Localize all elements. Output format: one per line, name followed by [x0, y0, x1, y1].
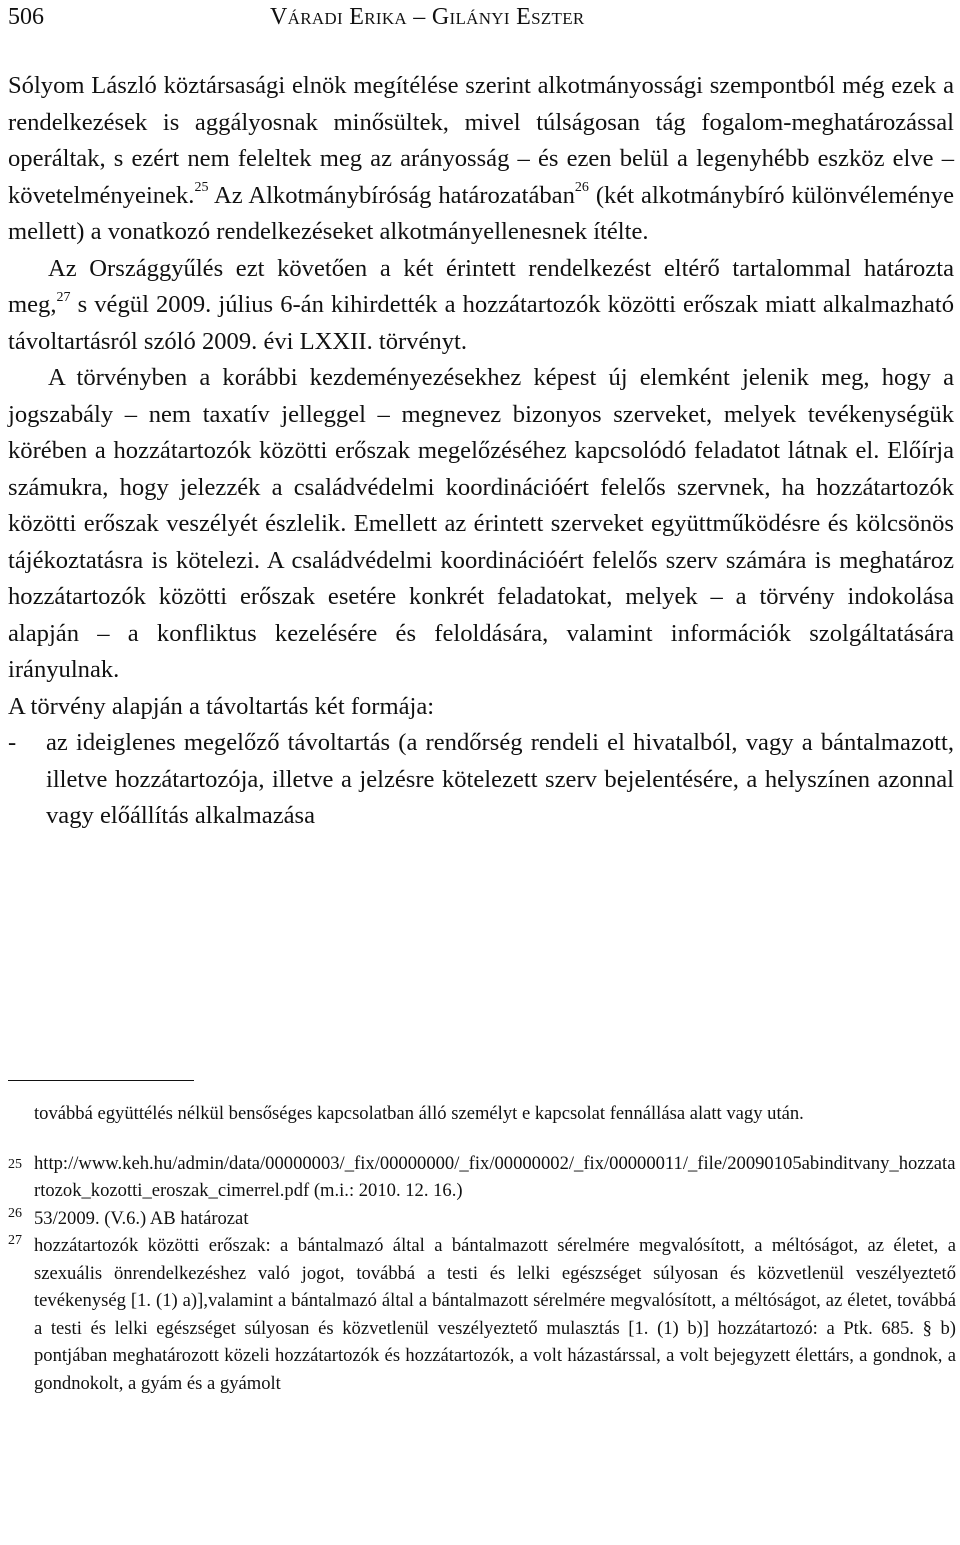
footnote-25-continuation: továbbá együttélés nélkül bensőséges kapcsolatban álló személyt e kapcsolat fennállása alatt vagy után. — [34, 1103, 804, 1124]
footnote-25-link[interactable]: http://www.keh.hu/admin/data/00000003/_fix/00000000/_fix/00000002/_fix/00000011/_file/20090105abinditvany_hozzatartozok_kozotti_eroszak_cimerrel.pdf (m.i.: 2010. 12. 16.) — [34, 1152, 956, 1201]
paragraph-2-text-b: s végül 2009. július 6-án kihirdették a hozzátartozók közötti erőszak miatt alkalmazható távoltartásról szóló 2009. évi LXXII. törvényt. — [8, 291, 954, 355]
body-text — [8, 68, 954, 835]
footnote-26 — [8, 1205, 956, 1233]
list-dash: - — [8, 729, 17, 756]
paragraph-3: A törvényben a korábbi kezdeményezésekhez képest új elemként jelenik meg, hogy a jogszabály – nem taxatív jelleggel – megnevez bizonyos szerveket, melyek tevékenységük körében a hozzátartozók közötti erőszak megelőzéséhez kapcsolódó feladatot látnak el. Előírja számukra, hogy jelezzék a családvédelmi koordinációért felelős szervnek, ha hozzátartozók közötti erőszak veszélyét észlelik. Emellett az érintett szerveket együttműködésre és kölcsönös tájékoztatásra is kötelezi. A családvédelmi koordinációért felelős szerv számára is meghatároz hozzátartozók közötti erőszak esetére konkrét feladatokat, melyek – a törvény indokolása alapján – a konfliktus kezelésére és feloldására, valamint információk szolgáltatására irányulnak. — [8, 364, 954, 683]
footnote-25-number: 25 — [8, 1157, 22, 1172]
footnote-26-text: 53/2009. (V.6.) AB határozat — [34, 1207, 249, 1229]
page-number: 506 — [8, 4, 44, 30]
footnote-ref-25[interactable]: 25 — [194, 180, 209, 196]
footnote-ref-27[interactable]: 27 — [56, 289, 71, 305]
footnote-25 — [8, 1100, 956, 1205]
footnote-27-text: hozzátartozók közötti erőszak: a bántalmazó által a bántalmazott sérelmére megvalósított, a méltóságot, az életet, a szexuális önrendelkezéshez való jogot, továbbá a testi és lelki egészséget súlyosan és közvetlenül veszélyeztető tevékenység [1. (1) a)],valamint a bántalmazó által a bántalmazott sérelmére megvalósított, a méltóságot, az életet, továbbá a testi és lelki egészséget súlyosan és közvetlenül veszélyeztető mulasztás [1. (1) b)] hozzátartozó: a Ptk. 685. § b) pontjában meghatározott közeli hozzátartozók és hozzátartozók, a volt házastárssal, a volt bejegyzett élettárs, a gondnok, a gondnokolt, a gyám és a gyámolt — [34, 1235, 956, 1394]
paragraph-1-text-b: Az Alkotmánybíróság határozatában — [208, 181, 575, 209]
paragraph-2 — [8, 251, 954, 361]
list-item-1 — [8, 725, 954, 835]
paragraph-1 — [8, 68, 954, 251]
running-head: Váradi Erika – Gilányi Eszter — [270, 4, 585, 30]
footnote-27-number: 27 — [8, 1233, 22, 1248]
footnote-27 — [8, 1232, 956, 1397]
paragraph-2-text-a: Az Országgyűlés ezt követően a két érintett rendelkezést eltérő tartalommal határozta meg, — [8, 254, 954, 318]
paragraph-1-text-a: Sólyom László köztársasági elnök megítélése szerint alkotmányossági szempontból még ezek a rendelkezések is aggályosnak minősültek, mivel túlságosan tág fogalom-meghatározással operáltak, s ezért nem feleltek meg az arányosság – és ezen belül a legenyhébb eszköz elve – követelményeinek. — [8, 72, 954, 209]
footnote-ref-26[interactable]: 26 — [574, 180, 589, 196]
page-header — [8, 4, 952, 34]
list-item-1-text: az ideiglenes megelőző távoltartás (a rendőrség rendeli el hivatalból, vagy a bántalmazott, illetve hozzátartozója, illetve a jelzésre kötelezett szerv bejelentésére, a helyszínen azonnal vagy előállítás alkalmazása — [46, 729, 954, 829]
footnote-26-number: 26 — [8, 1205, 22, 1221]
paragraph-4: A törvény alapján a távoltartás két formája: — [8, 692, 435, 720]
paragraph-1-text-c: (két alkotmánybíró különvéleménye mellett) a vonatkozó rendelkezéseket alkotmányellenesnek ítélte. — [8, 181, 954, 245]
footnote-separator — [8, 1080, 194, 1081]
footnotes — [8, 1100, 956, 1397]
